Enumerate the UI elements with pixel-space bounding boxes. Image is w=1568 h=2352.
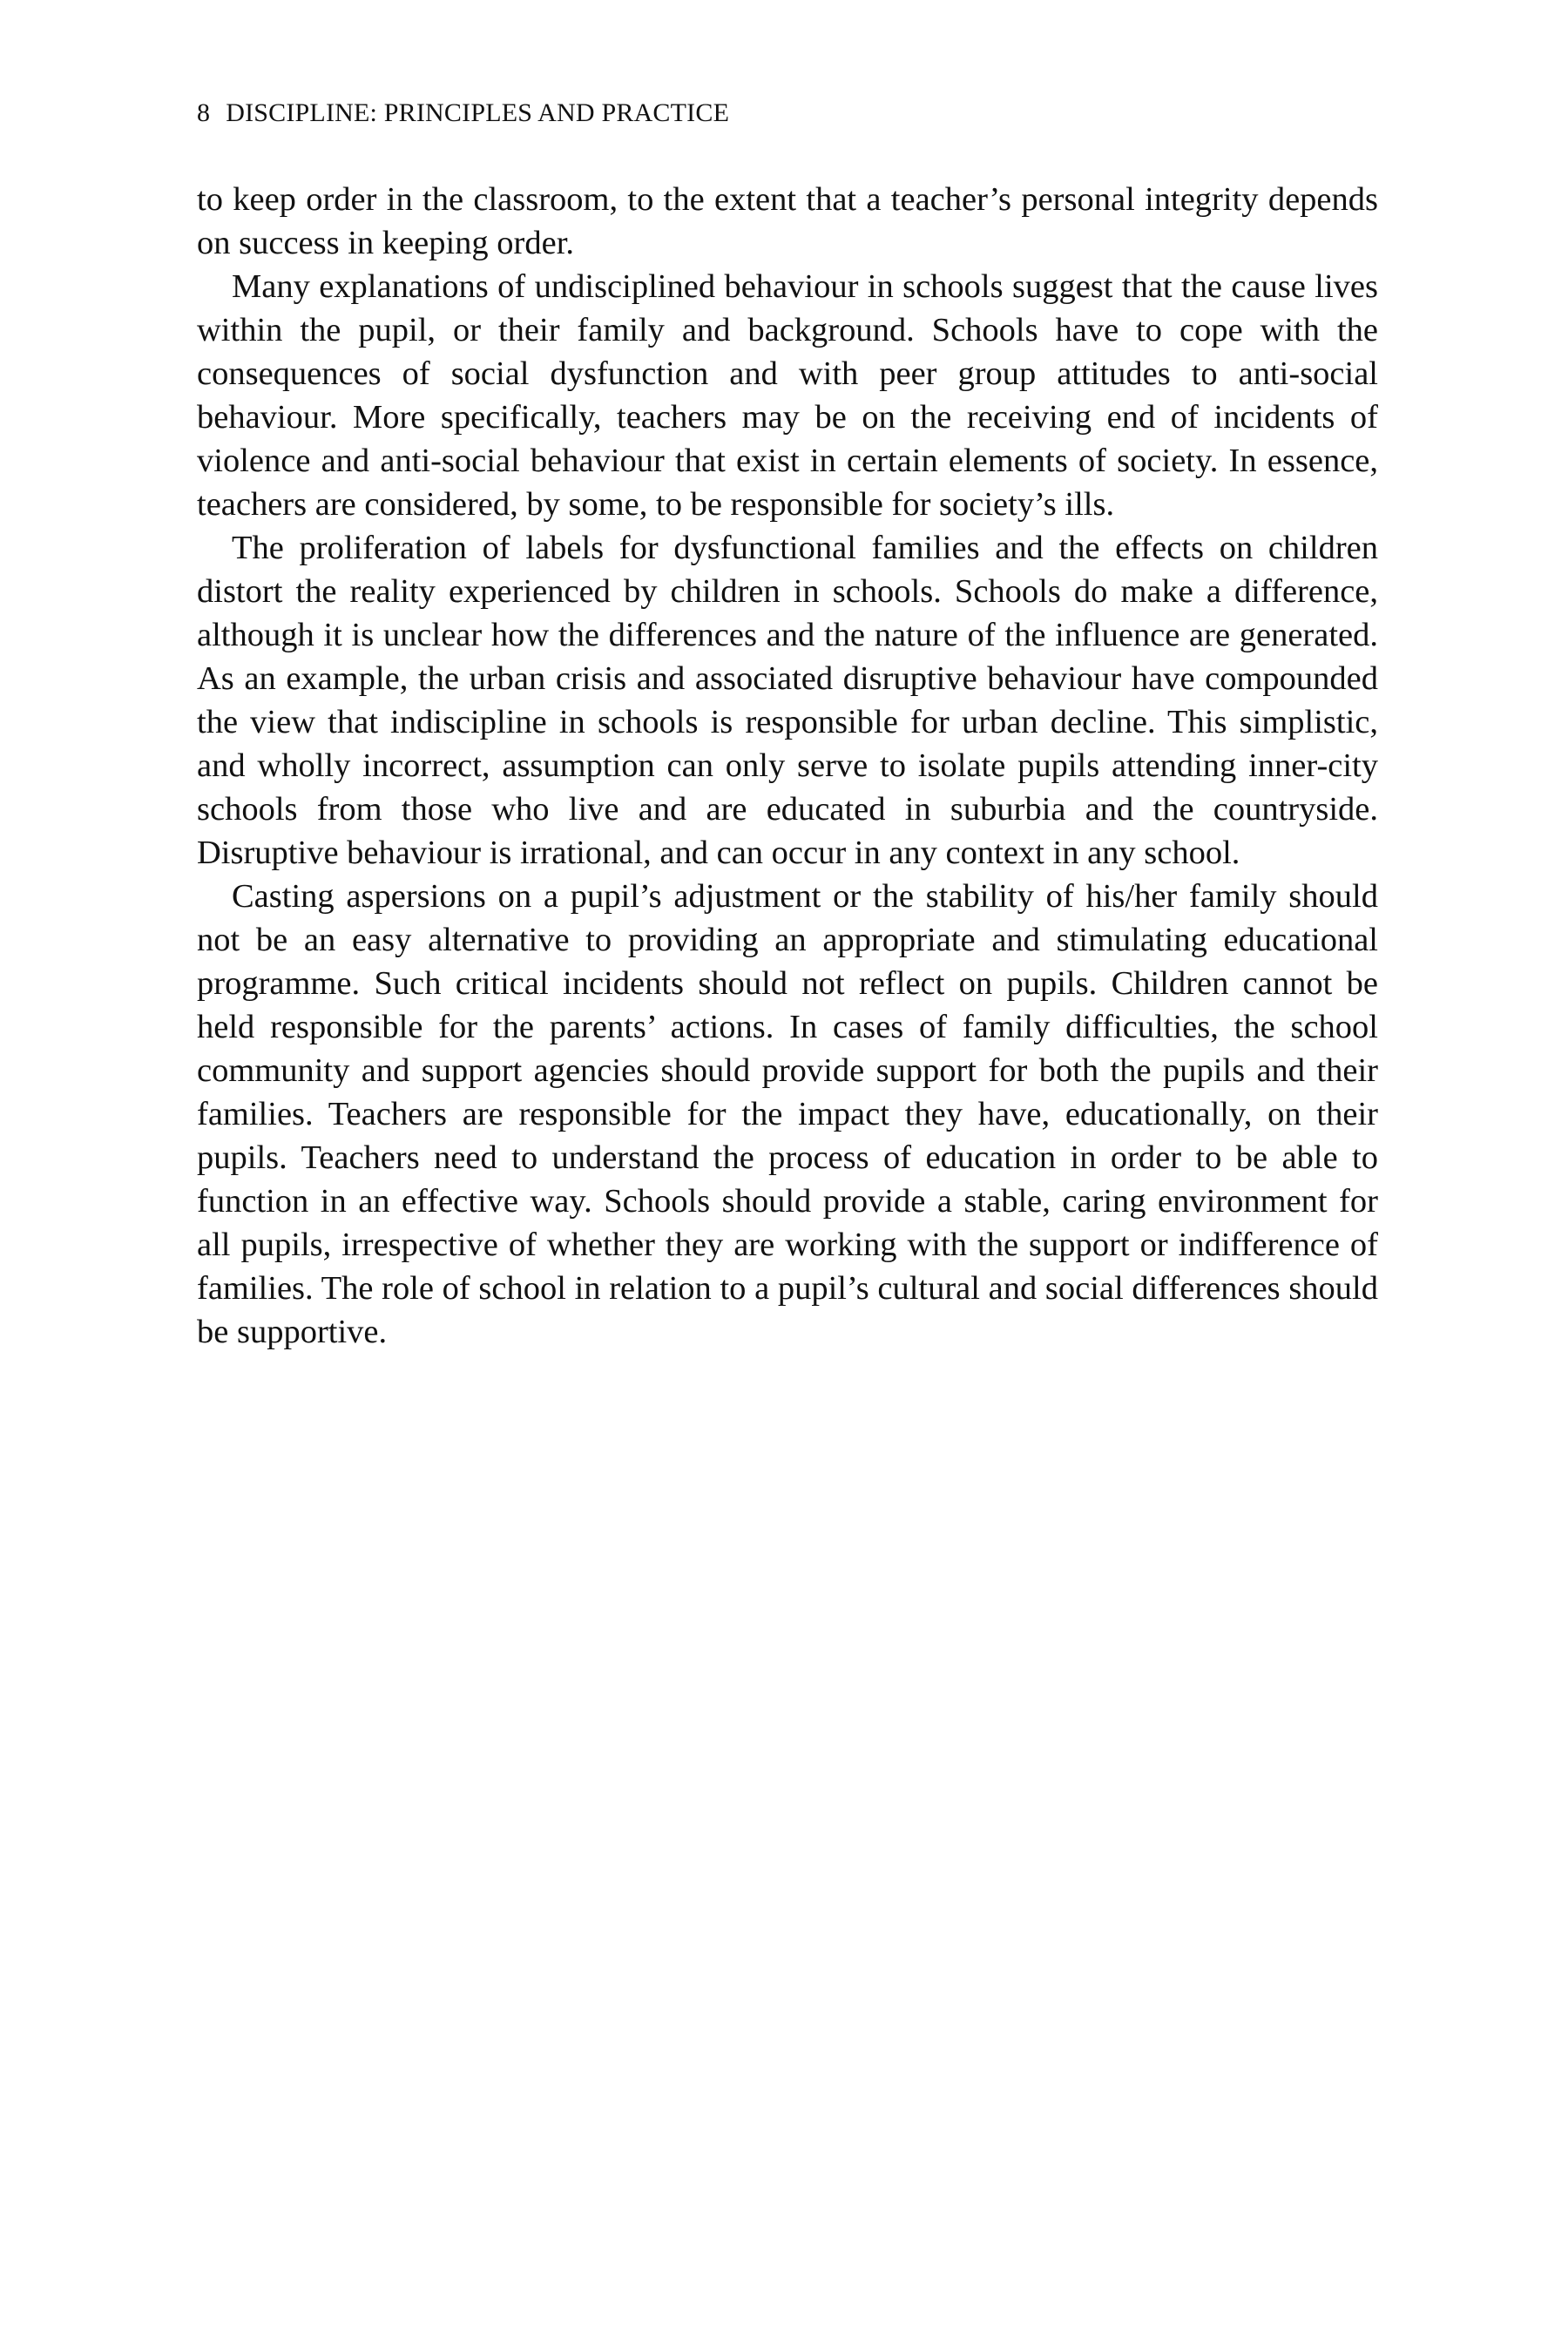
- running-head-title: DISCIPLINE: PRINCIPLES AND PRACTICE: [226, 98, 730, 127]
- body-text: [197, 178, 1378, 1354]
- page-number: 8: [197, 98, 211, 127]
- running-head: [197, 96, 729, 131]
- paragraph-undisciplined-behaviour: Many explanations of undisciplined behaviour in schools suggest that the cause lives within the pupil, or their family and background. Schools have to cope with the consequences of social dysfunction and with peer group attitudes to anti-social behaviour. More specifically, teachers may be on the receiving end of incidents of violence and anti-social behaviour that exist in certain elements of society. In essence, teachers are considered, by some, to be responsible for society’s ills.: [197, 268, 1378, 523]
- paragraph-continuation: to keep order in the classroom, to the extent that a teacher’s personal integrity depends on success in keeping order.: [197, 181, 1378, 261]
- paragraph-casting-aspersions: Casting aspersions on a pupil’s adjustment or the stability of his/her family should not be an easy alternative to providing an appropriate and stimulating educational programme. Such critical incidents should not reflect on pupils. Children cannot be held responsible for the parents’ actions. In cases of family difficulties, the school community and support agencies should provide support for both the pupils and their families. Teachers are responsible for the impact they have, educationally, on their pupils. Teachers need to understand the process of education in order to be able to function in an effective way. Schools should provide a stable, caring environment for all pupils, irrespective of whether they are working with the support or indifference of families. The role of school in relation to a pupil’s cultural and social differences should be supportive.: [197, 878, 1378, 1350]
- paragraph-dysfunctional-families: The proliferation of labels for dysfunctional families and the effects on children distort the reality experienced by children in schools. Schools do make a difference, although it is unclear how the differences and the nature of the influence are generated. As an example, the urban crisis and associated disruptive behaviour have compounded the view that indiscipline in schools is responsible for urban decline. This simplistic, and wholly incorrect, assumption can only serve to isolate pupils attending inner-city schools from those who live and are educated in suburbia and the countryside. Disruptive behaviour is irrational, and can occur in any context in any school.: [197, 530, 1378, 871]
